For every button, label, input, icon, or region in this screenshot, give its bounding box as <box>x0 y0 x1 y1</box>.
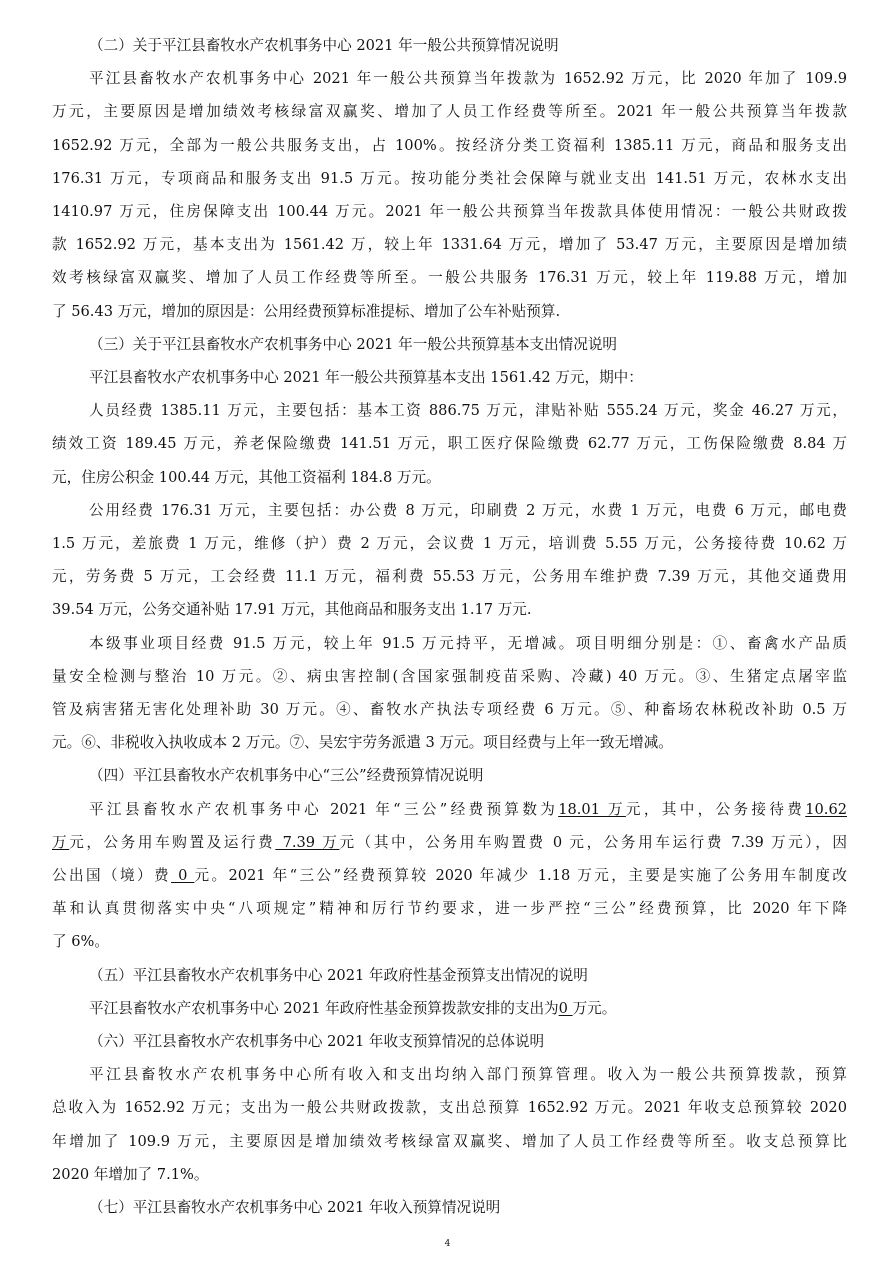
public-cost-line: 公用经费 176.31 万元，主要包括：办公费 8 万元，印刷费 2 万元，水费 1 万元，电费 6 万元，邮电费 <box>89 502 847 519</box>
three-public-total: 18.01 万 <box>558 801 626 818</box>
text-span: 平江县畜牧水产农机事务中心 2021 年“三公”经费预算数为 <box>89 801 559 818</box>
section-6-line: 总收入为 1652.92 万元；支出为一般公共财政拨款，支出总预算 1652.92 万元。2021 年收支总预算较 2020 <box>52 1099 847 1116</box>
reception-cost-unit: 万 <box>52 834 70 851</box>
public-cost-line: 39.54 万元，公务交通补贴 17.91 万元，其他商品和服务支出 1.17 万元. <box>52 601 532 618</box>
three-public-line-5: 了 6%。 <box>52 933 109 950</box>
three-public-line-3 <box>52 866 847 886</box>
section-3-heading: （三）关于平江县畜牧水产农机事务中心 2021 年一般公共预算基本支出情况说明 <box>89 336 618 353</box>
section-7-heading: （七）平江县畜牧水产农机事务中心 2021 年收入预算情况说明 <box>89 1199 501 1216</box>
section-2-line: 了 56.43 万元，增加的原因是：公用经费预算标准提标、增加了公车补贴预算. <box>52 303 561 320</box>
section-2-line: 1652.92 万元，全部为一般公共服务支出，占 100%。按经济分类工资福利 1385.11 万元，商品和服务支出 <box>52 137 847 154</box>
section-3-intro: 平江县畜牧水产农机事务中心 2021 年一般公共预算基本支出 1561.42 万元，期中： <box>89 369 643 386</box>
page-number: 4 <box>444 1239 451 1249</box>
project-cost-line: 量安全检测与整治 10 万元。②、病虫害控制(含国家强制疫苗采购、冷藏) 40 万元。③、生猪定点屠宰监 <box>52 668 847 685</box>
public-cost-line: 1.5 万元，差旅费 1 万元，维修（护）费 2 万元，会议费 1 万元，培训费 5.55 万元，公务接待费 10.62 万 <box>52 535 847 552</box>
text-span: 万元。 <box>572 1000 617 1017</box>
personnel-cost-line: 人员经费 1385.11 万元，主要包括：基本工资 886.75 万元，津贴补贴 555.24 万元，奖金 46.27 万元， <box>89 402 847 419</box>
text-span: 元，公务用车购置及运行费 <box>69 834 276 851</box>
section-2-line: 款 1652.92 万元，基本支出为 1561.42 万，较上年 1331.64 万元，增加了 53.47 万元，主要原因是增加绩 <box>52 236 847 253</box>
section-2-line: 万元，主要原因是增加绩效考核绿富双赢奖、增加了人员工作经费等所至。2021 年一般公共预算当年拨款 <box>52 103 847 120</box>
section-6-heading: （六）平江县畜牧水产农机事务中心 2021 年收支预算情况的总体说明 <box>89 1033 545 1050</box>
section-2-heading: （二）关于平江县畜牧水产农机事务中心 2021 年一般公共预算情况说明 <box>89 37 559 54</box>
fund-budget-line <box>89 999 847 1019</box>
text-span: 元。2021 年“三公”经费预算较 2020 年减少 1.18 万元，主要是实施了公务用车制度改 <box>194 867 847 884</box>
fund-budget-value: 0 <box>558 1000 573 1017</box>
section-2-line: 平江县畜牧水产农机事务中心 2021 年一般公共预算当年拨款为 1652.92 万元，比 2020 年加了 109.9 <box>89 70 847 87</box>
public-cost-line: 元，劳务费 5 万元，工会经费 11.1 万元，福利费 55.53 万元，公务用车维护费 7.39 万元，其他交通费用 <box>52 568 847 585</box>
section-5-heading: （五）平江县畜牧水产农机事务中心 2021 年政府性基金预算支出情况的说明 <box>89 967 588 984</box>
three-public-line-2 <box>52 833 847 853</box>
three-public-line-1 <box>89 800 847 820</box>
text-span: 元，其中，公务接待费 <box>625 801 806 818</box>
section-2-line: 1410.97 万元，住房保障支出 100.44 万元。2021 年一般公共预算当年拨款具体使用情况：一般公共财政拨 <box>52 203 847 220</box>
section-2-line: 176.31 万元，专项商品和服务支出 91.5 万元。按功能分类社会保障与就业支出 141.51 万元，农林水支出 <box>52 170 847 187</box>
text-span: 公出国（境）费 <box>52 867 172 884</box>
section-2-line: 效考核绿富双赢奖、增加了人员工作经费等所至。一般公共服务 176.31 万元，较上年 119.88 万元，增加 <box>52 269 847 286</box>
section-6-line: 2020 年增加了 7.1%。 <box>52 1166 209 1183</box>
section-6-line: 年增加了 109.9 万元，主要原因是增加绩效考核绿富双赢奖、增加了人员工作经费等所至。收支总预算比 <box>52 1133 847 1150</box>
overseas-cost-value: 0 <box>171 867 195 884</box>
project-cost-line: 本级事业项目经费 91.5 万元，较上年 91.5 万元持平，无增减。项目明细分别是：①、畜禽水产品质 <box>89 635 847 652</box>
project-cost-line: 元。⑥、非税收入执收成本 2 万元。⑦、吴宏宇劳务派遣 3 万元。项目经费与上年一致无增减。 <box>52 734 673 751</box>
vehicle-cost-value: 7.39 万 <box>275 834 340 851</box>
three-public-line-4: 革和认真贯彻落实中央“八项规定”精神和厉行节约要求，进一步严控“三公”经费预算，比 2020 年下降 <box>52 900 847 917</box>
section-4-heading: （四）平江县畜牧水产农机事务中心“三公”经费预算情况说明 <box>89 767 484 784</box>
project-cost-line: 管及病害猪无害化处理补助 30 万元。④、畜牧水产执法专项经费 6 万元。⑤、种畜场农林税改补助 0.5 万 <box>52 701 847 718</box>
personnel-cost-line: 元，住房公积金 100.44 万元，其他工资福利 184.8 万元。 <box>52 469 441 486</box>
personnel-cost-line: 绩效工资 189.45 万元，养老保险缴费 141.51 万元，职工医疗保险缴费 62.77 万元，工伤保险缴费 8.84 万 <box>52 435 847 452</box>
text-span: 平江县畜牧水产农机事务中心 2021 年政府性基金预算拨款安排的支出为 <box>89 1000 559 1017</box>
text-span: 元（其中，公务用车购置费 0 元，公务用车运行费 7.39 万元），因 <box>339 834 847 851</box>
section-6-line: 平江县畜牧水产农机事务中心所有收入和支出均纳入部门预算管理。收入为一般公共预算拨款，预算 <box>89 1066 847 1083</box>
reception-cost-value: 10.62 <box>805 801 848 818</box>
